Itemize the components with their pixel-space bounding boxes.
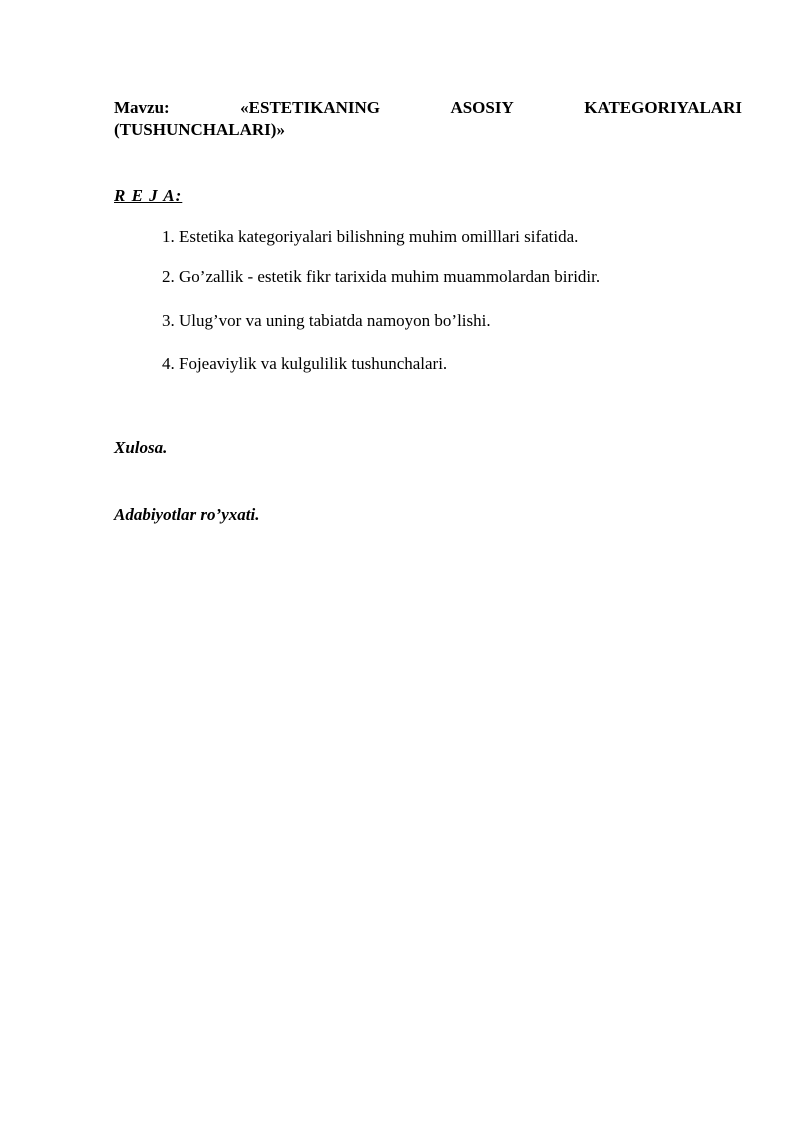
conclusion-heading: Xulosa. <box>114 438 168 457</box>
document-title <box>114 97 742 141</box>
title-line-2: (TUSHUNCHALARI)» <box>114 120 285 139</box>
title-word-2: ASOSIY <box>450 98 514 117</box>
references-heading: Adabiyotlar ro’yxati. <box>114 505 260 524</box>
plan-item-3: 3. Ulug’vor va uning tabiatda namoyon bo’lishi. <box>162 311 491 330</box>
plan-item-4: 4. Fojeaviylik va kulgulilik tushunchalari. <box>162 354 448 373</box>
title-label: Mavzu: <box>114 98 170 117</box>
title-word-3: KATEGORIYALARI <box>584 98 742 117</box>
title-line-1 <box>114 97 742 119</box>
plan-heading: R E J A: <box>114 186 183 205</box>
plan-item-1: 1. Estetika kategoriyalari bilishning muhim omilllari sifatida. <box>162 227 579 246</box>
plan-item-2: 2. Go’zallik - estetik fikr tarixida muhim muammolardan biridir. <box>162 267 601 286</box>
title-word-1: «ESTETIKANING <box>240 98 380 117</box>
